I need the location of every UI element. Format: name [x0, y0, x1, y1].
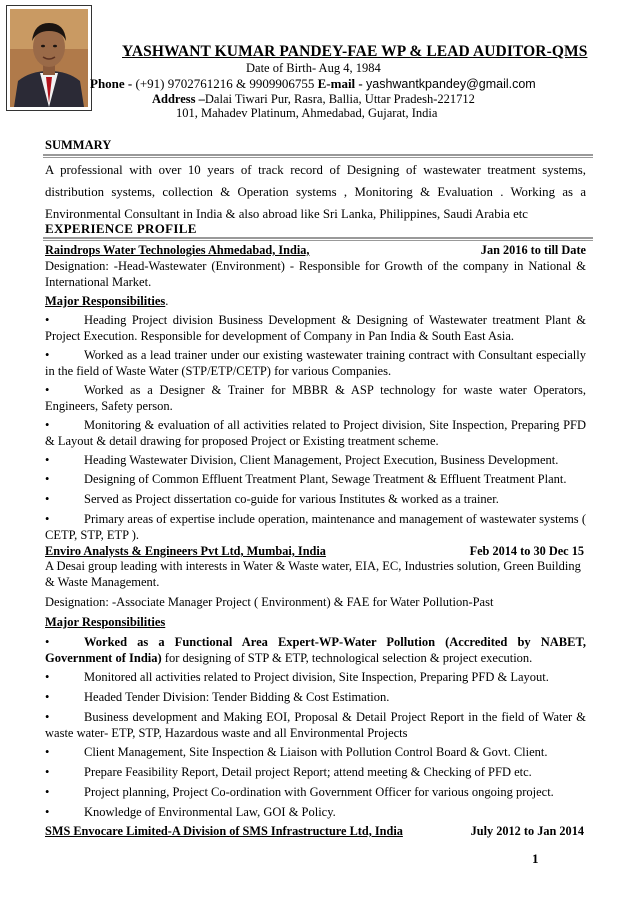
- bullet-icon: •: [45, 492, 50, 506]
- list-item: [45, 784, 586, 800]
- list-item-text: Served as Project dissertation co-guide for various Institutes & worked as a trainer.: [84, 492, 499, 506]
- company-name: Enviro Analysts & Engineers Pvt Ltd, Mumbai, India: [45, 544, 326, 558]
- experience-heading: EXPERIENCE PROFILE: [45, 221, 197, 236]
- list-item: [45, 764, 586, 780]
- list-item: [45, 471, 586, 487]
- list-item-text: Worked as a Designer & Trainer for MBBR & ASP technology for waste water Operators, Engineers, Safety person.: [45, 383, 586, 413]
- bullet-icon: •: [45, 418, 50, 432]
- list-item-text: Heading Project division Business Development & Designing of Wastewater treatment Plant & Project Execution. Responsible for development of Company in Pan India & South East Asia.: [45, 313, 586, 343]
- heading-suffix: .: [165, 294, 169, 308]
- profile-photo-frame: [6, 5, 92, 111]
- list-item-text: Monitoring & evaluation of all activities related to Project division, Site Inspection, Preparing PFD & Layout & detail drawing for proposed Project or Existing treatment scheme.: [45, 418, 586, 448]
- bullet-icon: •: [45, 805, 50, 819]
- list-item: [45, 347, 586, 379]
- bullet-icon: •: [45, 348, 50, 362]
- responsibilities-heading: Major Responsibilities: [45, 615, 166, 629]
- list-item-text: Business development and Making EOI, Proposal & Detail Project Report in the field of Water & waste water- ETP, STP, Hazardous waste and all Environmental Projects: [45, 710, 586, 740]
- bullet-icon: •: [45, 785, 50, 799]
- address-line-2: 101, Mahadev Platinum, Ahmedabad, Gujarat, India: [176, 106, 438, 120]
- job-designation: Designation: -Associate Manager Project ( Environment) & FAE for Water Pollution-Past: [45, 595, 494, 609]
- list-item-text: Headed Tender Division: Tender Bidding & Cost Estimation.: [84, 690, 390, 704]
- summary-heading: SUMMARY: [45, 138, 112, 152]
- date-of-birth: Date of Birth- Aug 4, 1984: [246, 61, 381, 75]
- bullet-icon: •: [45, 765, 50, 779]
- responsibilities-heading: Major Responsibilities: [45, 294, 166, 308]
- list-item-text: Worked as a lead trainer under our existing wastewater training contract with Consultant especially in the field of Waste Water (STP/ETP/CETP) for various Companies.: [45, 348, 586, 378]
- list-item: [45, 804, 586, 820]
- list-item: [45, 689, 586, 705]
- section-divider: [43, 154, 593, 158]
- list-item-text: Prepare Feasibility Report, Detail project Report; attend meeting & Checking of PFD etc.: [84, 765, 532, 779]
- list-item-text: Heading Wastewater Division, Client Management, Project Execution, Business Development.: [84, 453, 559, 467]
- bullet-icon: •: [45, 383, 50, 397]
- job-designation: Designation: -Head-Wastewater (Environment) - Responsible for Growth of the company in National & International Market.: [45, 259, 586, 289]
- company-name: Raindrops Water Technologies Ahmedabad, India,: [45, 243, 310, 257]
- bullet-icon: •: [45, 670, 50, 684]
- contact-line: [90, 76, 536, 92]
- job-dates: Feb 2014 to 30 Dec 15: [469, 544, 584, 558]
- bullet-icon: •: [45, 453, 50, 467]
- section-divider: [43, 237, 593, 241]
- company-description: A Desai group leading with interests in Water & Waste water, EIA, EC, Industries solution, Green Building & Waste Management.: [45, 559, 581, 589]
- list-item: [45, 417, 586, 449]
- page-number: 1: [532, 851, 539, 866]
- job-dates: July 2012 to Jan 2014: [470, 824, 584, 838]
- bullet-icon: •: [45, 710, 50, 724]
- bullet-icon: •: [45, 512, 50, 526]
- list-item-text: Client Management, Site Inspection & Liaison with Pollution Control Board & Govt. Client.: [84, 745, 548, 759]
- resume-name-title: YASHWANT KUMAR PANDEY-FAE WP & LEAD AUDITOR-QMS: [122, 43, 588, 60]
- bullet-icon: •: [45, 635, 50, 649]
- list-item: [45, 382, 586, 414]
- list-item-text: for designing of STP & ETP, technological selection & project execution.: [161, 651, 533, 665]
- address-label: Address –: [152, 92, 205, 106]
- bullet-icon: •: [45, 690, 50, 704]
- responsibilities-heading-line: [45, 614, 586, 630]
- list-item: [45, 744, 586, 760]
- list-item: [45, 634, 586, 666]
- responsibilities-heading-line: [45, 293, 586, 309]
- list-item-text: Monitored all activities related to Project division, Site Inspection, Preparing PFD & Layout.: [84, 670, 549, 684]
- summary-line: distribution systems, collection & Operation systems , Monitoring & Evaluation . Working as a: [45, 185, 586, 199]
- bullet-icon: •: [45, 745, 50, 759]
- summary-line: A professional with over 10 years of track record of Designing of wastewater treatment systems,: [45, 163, 586, 177]
- company-name: SMS Envocare Limited-A Division of SMS Infrastructure Ltd, India: [45, 824, 403, 838]
- list-item: [45, 709, 586, 741]
- job-dates: Jan 2016 to till Date: [480, 243, 586, 257]
- job-header: [45, 243, 586, 258]
- bullet-icon: •: [45, 472, 50, 486]
- email-label: E-mail -: [317, 76, 366, 91]
- list-item-text: Designing of Common Effluent Treatment Plant, Sewage Treatment & Effluent Treatment Plant.: [84, 472, 567, 486]
- list-item-text: Primary areas of expertise include operation, maintenance and management of wastewater systems ( CETP, STP, ETP ).: [45, 512, 586, 542]
- phone-label: Phone -: [90, 76, 136, 91]
- email-value: yashwantkpandey@gmail.com: [366, 77, 536, 91]
- phone-value: (+91) 9702761216 & 9909906755: [135, 76, 318, 91]
- list-item: [45, 669, 586, 685]
- job-header: [45, 824, 586, 839]
- list-item: [45, 312, 586, 344]
- bullet-icon: •: [45, 313, 50, 327]
- address-text-1: Dalai Tiwari Pur, Rasra, Ballia, Uttar Pradesh-221712: [204, 92, 475, 106]
- list-item-text: Knowledge of Environmental Law, GOI & Policy.: [84, 805, 336, 819]
- list-item: [45, 511, 586, 543]
- list-item: [45, 452, 586, 468]
- list-item-text: Project planning, Project Co-ordination with Government Officer for various ongoing project.: [84, 785, 554, 799]
- address-line-1: [152, 92, 475, 107]
- job-header: [45, 544, 586, 559]
- summary-line: Environmental Consultant in India & also abroad like Sri Lanka, Philippines, Saudi Arabia etc: [45, 207, 528, 221]
- list-item: [45, 491, 586, 507]
- profile-photo: [10, 9, 88, 107]
- list-item-bold-text: Worked as a Functional Area Expert-WP-Water Pollution (Accredited by NABET, Government of India): [45, 635, 586, 665]
